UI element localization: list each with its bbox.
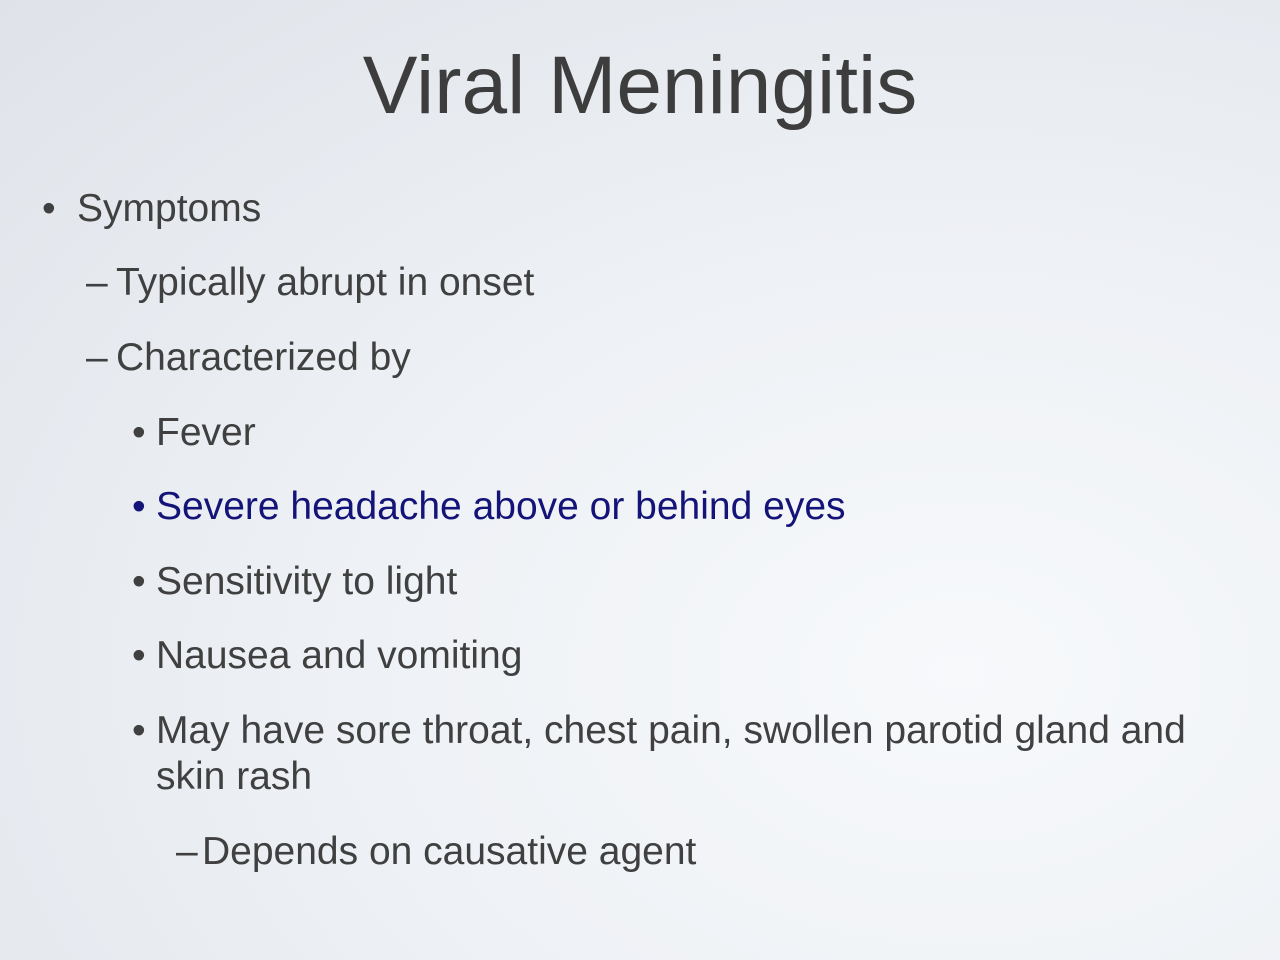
sub-item-abrupt-onset xyxy=(86,260,534,306)
dash-marker: – xyxy=(176,830,198,873)
bullet-text: Typically abrupt in onset xyxy=(116,261,535,304)
bullet-marker: • xyxy=(42,187,56,230)
symptom-item-light-sensitivity xyxy=(132,559,457,605)
symptom-item-fever xyxy=(132,410,256,456)
bullet-text: Characterized by xyxy=(116,336,411,379)
slide-title: Viral Meningitis xyxy=(362,40,918,131)
bullet-text: Sensitivity to light xyxy=(156,560,458,603)
bullet-text: Symptoms xyxy=(77,187,262,230)
bullet-marker: • xyxy=(132,560,146,603)
bullet-text: Depends on causative agent xyxy=(202,830,697,873)
sub-item-causative-agent xyxy=(176,829,696,875)
bullet-item-symptoms xyxy=(42,186,261,232)
symptom-item-nausea xyxy=(132,633,522,679)
bullet-marker: • xyxy=(132,411,146,454)
symptom-item-headache xyxy=(132,484,846,530)
bullet-marker: • xyxy=(132,709,146,752)
bullet-marker: • xyxy=(132,485,146,528)
bullet-text: Fever xyxy=(156,411,256,454)
sub-item-characterized-by xyxy=(86,335,411,381)
dash-marker: – xyxy=(86,261,108,304)
dash-marker: – xyxy=(86,336,108,379)
bullet-text: Severe headache above or behind eyes xyxy=(156,485,846,528)
bullet-text: Nausea and vomiting xyxy=(156,634,523,677)
bullet-marker: • xyxy=(132,634,146,677)
symptom-item-other xyxy=(132,708,1226,800)
bullet-text: May have sore throat, chest pain, swollen parotid gland and skin rash xyxy=(156,709,1186,798)
